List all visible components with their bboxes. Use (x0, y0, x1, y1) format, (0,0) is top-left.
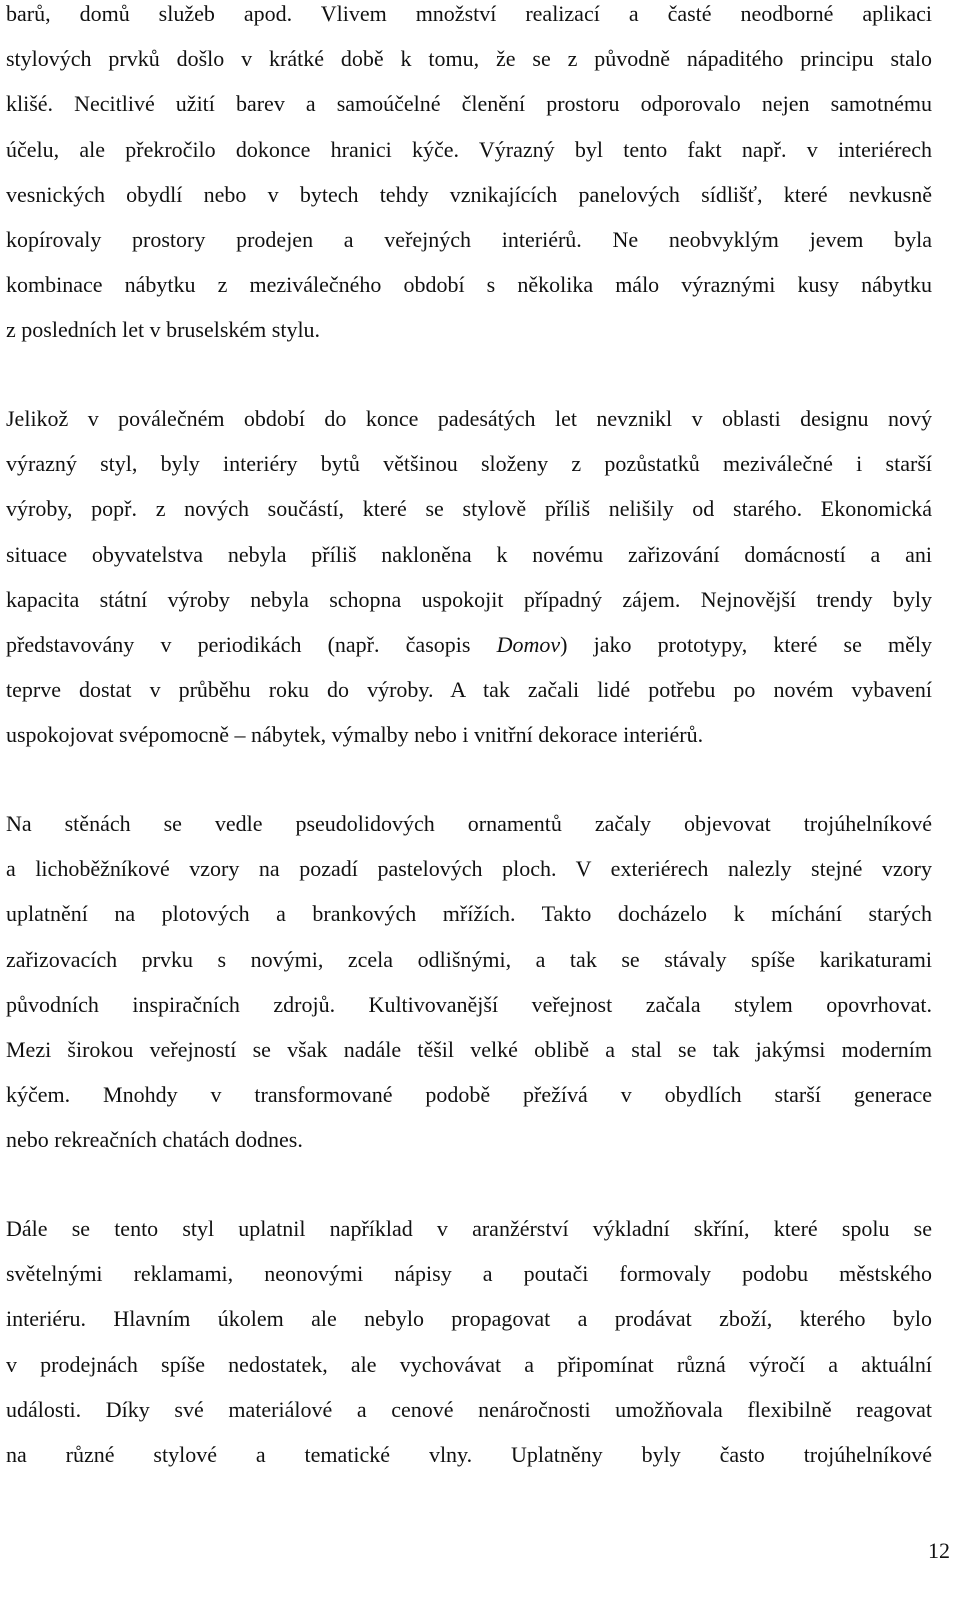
text-line: v prodejnách spíše nedostatek, ale vychovávat a připomínat různá výročí a aktuální (6, 1351, 932, 1377)
text-line: zařizovacích prvku s novými, zcela odlišnými, a tak se stávaly spíše karikaturami (6, 946, 932, 972)
text-line: na různé stylové a tematické vlny. Uplatněny byly často trojúhelníkové (6, 1442, 932, 1468)
paragraph-4 (6, 1206, 932, 1477)
paragraph-3 (6, 801, 932, 1163)
paragraph-2 (6, 396, 932, 758)
text-line: Dále se tento styl uplatnil například v aranžérství výkladní skříní, které spolu se (6, 1216, 932, 1241)
text-line: z posledních let v bruselském stylu. (6, 317, 321, 343)
text-line: uspokojovat svépomocně – nábytek, výmalby nebo i vnitřní dekorace interiérů. (6, 722, 704, 748)
paragraph-1 (6, 0, 932, 353)
text-line: Jelikož v poválečném období do konce padesátých let nevznikl v oblasti designu nový (6, 406, 932, 431)
text-line: původních inspiračních zdrojů. Kultivovanější veřejnost začala stylem opovrhovat. (6, 991, 932, 1017)
text-line: situace obyvatelstva nebyla příliš nakloněna k novému zařizování domácností a ani (6, 541, 932, 567)
text-line: kapacita státní výroby nebyla schopna uspokojit případný zájem. Nejnovější trendy byly (6, 586, 932, 612)
text-line: uplatnění na plotových a brankových mřížích. Takto docházelo k míchání starých (6, 901, 932, 927)
text-line: teprve dostat v průběhu roku do výroby. A tak začali lidé potřebu po novém vybavení (6, 677, 932, 703)
text-line: kombinace nábytku z meziválečného období s několika málo výraznými kusy nábytku (6, 272, 932, 298)
text-line: a lichoběžníkové vzory na pozadí pastelových ploch. V exteriérech nalezly stejné vzory (6, 856, 932, 882)
text-line: události. Díky své materiálové a cenové nenáročnosti umožňovala flexibilně reagovat (6, 1396, 932, 1422)
text-line: stylových prvků došlo v krátké době k tomu, že se z původně nápaditého principu stalo (6, 46, 932, 72)
text-segment: představovány v periodikách (např. časopis (6, 632, 497, 658)
text-line: Na stěnách se vedle pseudolidových ornamentů začaly objevovat trojúhelníkové (6, 811, 932, 836)
page-number: 12 (928, 1538, 950, 1563)
text-line: kopírovaly prostory prodejen a veřejných interiérů. Ne neobvyklým jevem byla (6, 227, 932, 253)
italic-title: Domov (496, 632, 561, 658)
text-line: vesnických obydlí nebo v bytech tehdy vznikajících panelových sídlišť, které nevkusně (6, 181, 932, 207)
text-line: výrazný styl, byly interiéry bytů většinou složeny z pozůstatků meziválečné i starší (6, 451, 932, 477)
text-segment: ) jako prototypy, které se měly (560, 632, 932, 658)
text-line: kýčem. Mnohdy v transformované podobě přežívá v obydlích starší generace (6, 1082, 932, 1108)
text-line: výroby, popř. z nových součástí, které se stylově příliš nelišily od starého. Ekonomická (6, 496, 932, 522)
text-line: klišé. Necitlivé užití barev a samoúčelné členění prostoru odporovalo nejen samotnému (6, 91, 932, 117)
text-line: interiéru. Hlavním úkolem ale nebylo propagovat a prodávat zboží, kterého bylo (6, 1306, 932, 1332)
text-line: barů, domů služeb apod. Vlivem množství realizací a časté neodborné aplikaci (6, 1, 932, 26)
text-line: světelnými reklamami, neonovými nápisy a poutači formovaly podobu městského (6, 1261, 932, 1287)
text-line-with-italic (6, 622, 932, 667)
text-line: účelu, ale překročilo dokonce hranici kýče. Výrazný byl tento fakt např. v interiérech (6, 136, 932, 162)
text-line: Mezi širokou veřejností se však nadále těšil velké oblibě a stal se tak jakýmsi moderním (6, 1037, 932, 1063)
text-line: nebo rekreačních chatách dodnes. (6, 1127, 303, 1153)
